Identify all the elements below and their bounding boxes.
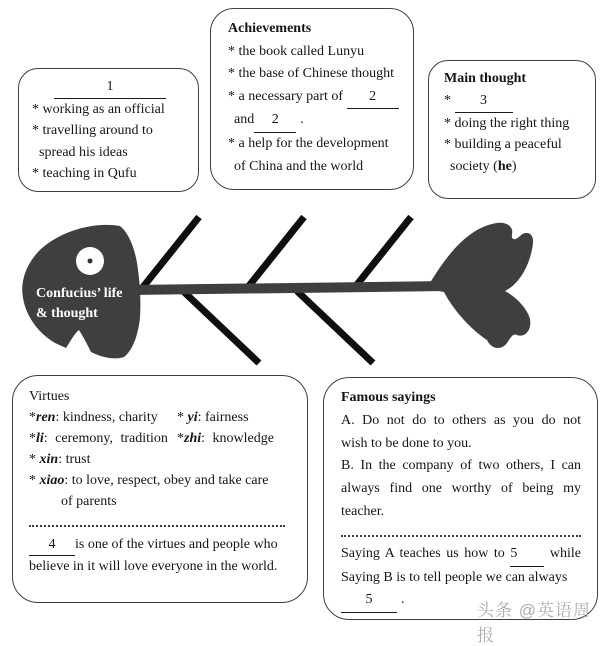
fish-tail bbox=[427, 223, 533, 348]
saying-a-line2: wish to be done to you. bbox=[341, 435, 472, 451]
achievement-item: * the base of Chinese thought bbox=[228, 66, 395, 82]
main-thought-title: Main thought bbox=[444, 71, 527, 86]
blank-1-line bbox=[32, 76, 188, 99]
virtue-yi: * yi: fairness bbox=[177, 410, 249, 425]
dotted-separator bbox=[29, 512, 285, 527]
famous-sayings-box bbox=[323, 377, 598, 620]
saying-a-line1: A. Do not do to others as you do not bbox=[341, 412, 581, 428]
main-thought-item: * doing the right thing bbox=[444, 115, 570, 131]
virtue-li: *li: ceremony, tradition bbox=[29, 431, 168, 446]
dotted-separator bbox=[341, 524, 581, 537]
achievement-item-cont: of China and the world bbox=[234, 158, 364, 174]
fill-blank-4: 4 bbox=[29, 534, 75, 556]
life-item-cont: spread his ideas bbox=[39, 144, 128, 160]
saying-b-line2: always find one worthy of being my bbox=[341, 481, 581, 497]
fill-blank-5b: 5 bbox=[341, 589, 397, 613]
virtues-title: Virtues bbox=[29, 389, 70, 404]
fish-eye-pupil bbox=[88, 259, 93, 264]
fill-blank-1: 1 bbox=[54, 76, 166, 99]
virtue-row-1 bbox=[29, 407, 297, 428]
sayings-title: Famous sayings bbox=[341, 390, 436, 405]
saying-b-line1: B. In the company of two others, I can bbox=[341, 458, 581, 474]
rib-top-2 bbox=[248, 217, 304, 287]
life-item: * teaching in Qufu bbox=[32, 166, 137, 181]
rib-bottom-1 bbox=[183, 291, 259, 363]
sayings-conclusion-line3: 5 . bbox=[341, 589, 581, 613]
achievements-box bbox=[210, 8, 414, 190]
rib-top-1 bbox=[143, 217, 199, 287]
achievements-title: Achievements bbox=[228, 21, 312, 36]
main-thought-item-cont: society (he) bbox=[450, 159, 517, 175]
achievement-item: * a necessary part of 2 bbox=[228, 86, 407, 110]
fish-head-label-line2: & thought bbox=[36, 306, 98, 321]
fish-head-label-line1: Confucius’ life bbox=[36, 286, 123, 301]
virtue-xin: * xin: trust bbox=[29, 452, 91, 467]
virtue-xiao: * xiao: to love, respect, obey and take care bbox=[29, 473, 269, 488]
virtues-conclusion-line2: believe in it will love everyone in the world. bbox=[29, 559, 278, 574]
main-thought-item: * 3 bbox=[444, 90, 591, 113]
rib-top-3 bbox=[355, 217, 411, 287]
virtue-xiao-cont: of parents bbox=[61, 494, 117, 509]
life-box bbox=[18, 68, 199, 192]
fishbone-diagram bbox=[0, 212, 602, 377]
fish-spine bbox=[130, 286, 448, 290]
fill-blank-2a: 2 bbox=[347, 86, 399, 110]
life-item: * working as an official bbox=[32, 101, 165, 117]
fill-blank-3: 3 bbox=[455, 90, 513, 113]
virtue-ren: *ren: kindness, charity bbox=[29, 410, 158, 425]
fill-blank-2b: 2 bbox=[254, 109, 296, 133]
sayings-conclusion-line2: Saying B is to tell people we can always bbox=[341, 569, 568, 585]
achievement-item: * a help for the development bbox=[228, 135, 389, 151]
virtues-box bbox=[12, 375, 308, 603]
virtues-conclusion-line1: 4 is one of the virtues and people who bbox=[29, 534, 297, 556]
achievement-item: * the book called Lunyu bbox=[228, 43, 365, 59]
publisher-watermark: 头条 @英语周报 bbox=[477, 601, 591, 645]
fill-blank-5a: 5 bbox=[510, 543, 544, 567]
virtue-zhi: *zhi: knowledge bbox=[177, 431, 274, 446]
life-item: * travelling around to bbox=[32, 123, 153, 138]
virtue-row-2 bbox=[29, 428, 297, 449]
rib-bottom-2 bbox=[297, 291, 373, 363]
main-thought-box bbox=[428, 60, 596, 199]
sayings-conclusion-line1: Saying A teaches us how to 5 while bbox=[341, 543, 581, 567]
achievement-item-cont: and 2 . bbox=[228, 109, 407, 133]
main-thought-item: * building a peaceful bbox=[444, 137, 562, 153]
saying-b-line3: teacher. bbox=[341, 503, 385, 519]
